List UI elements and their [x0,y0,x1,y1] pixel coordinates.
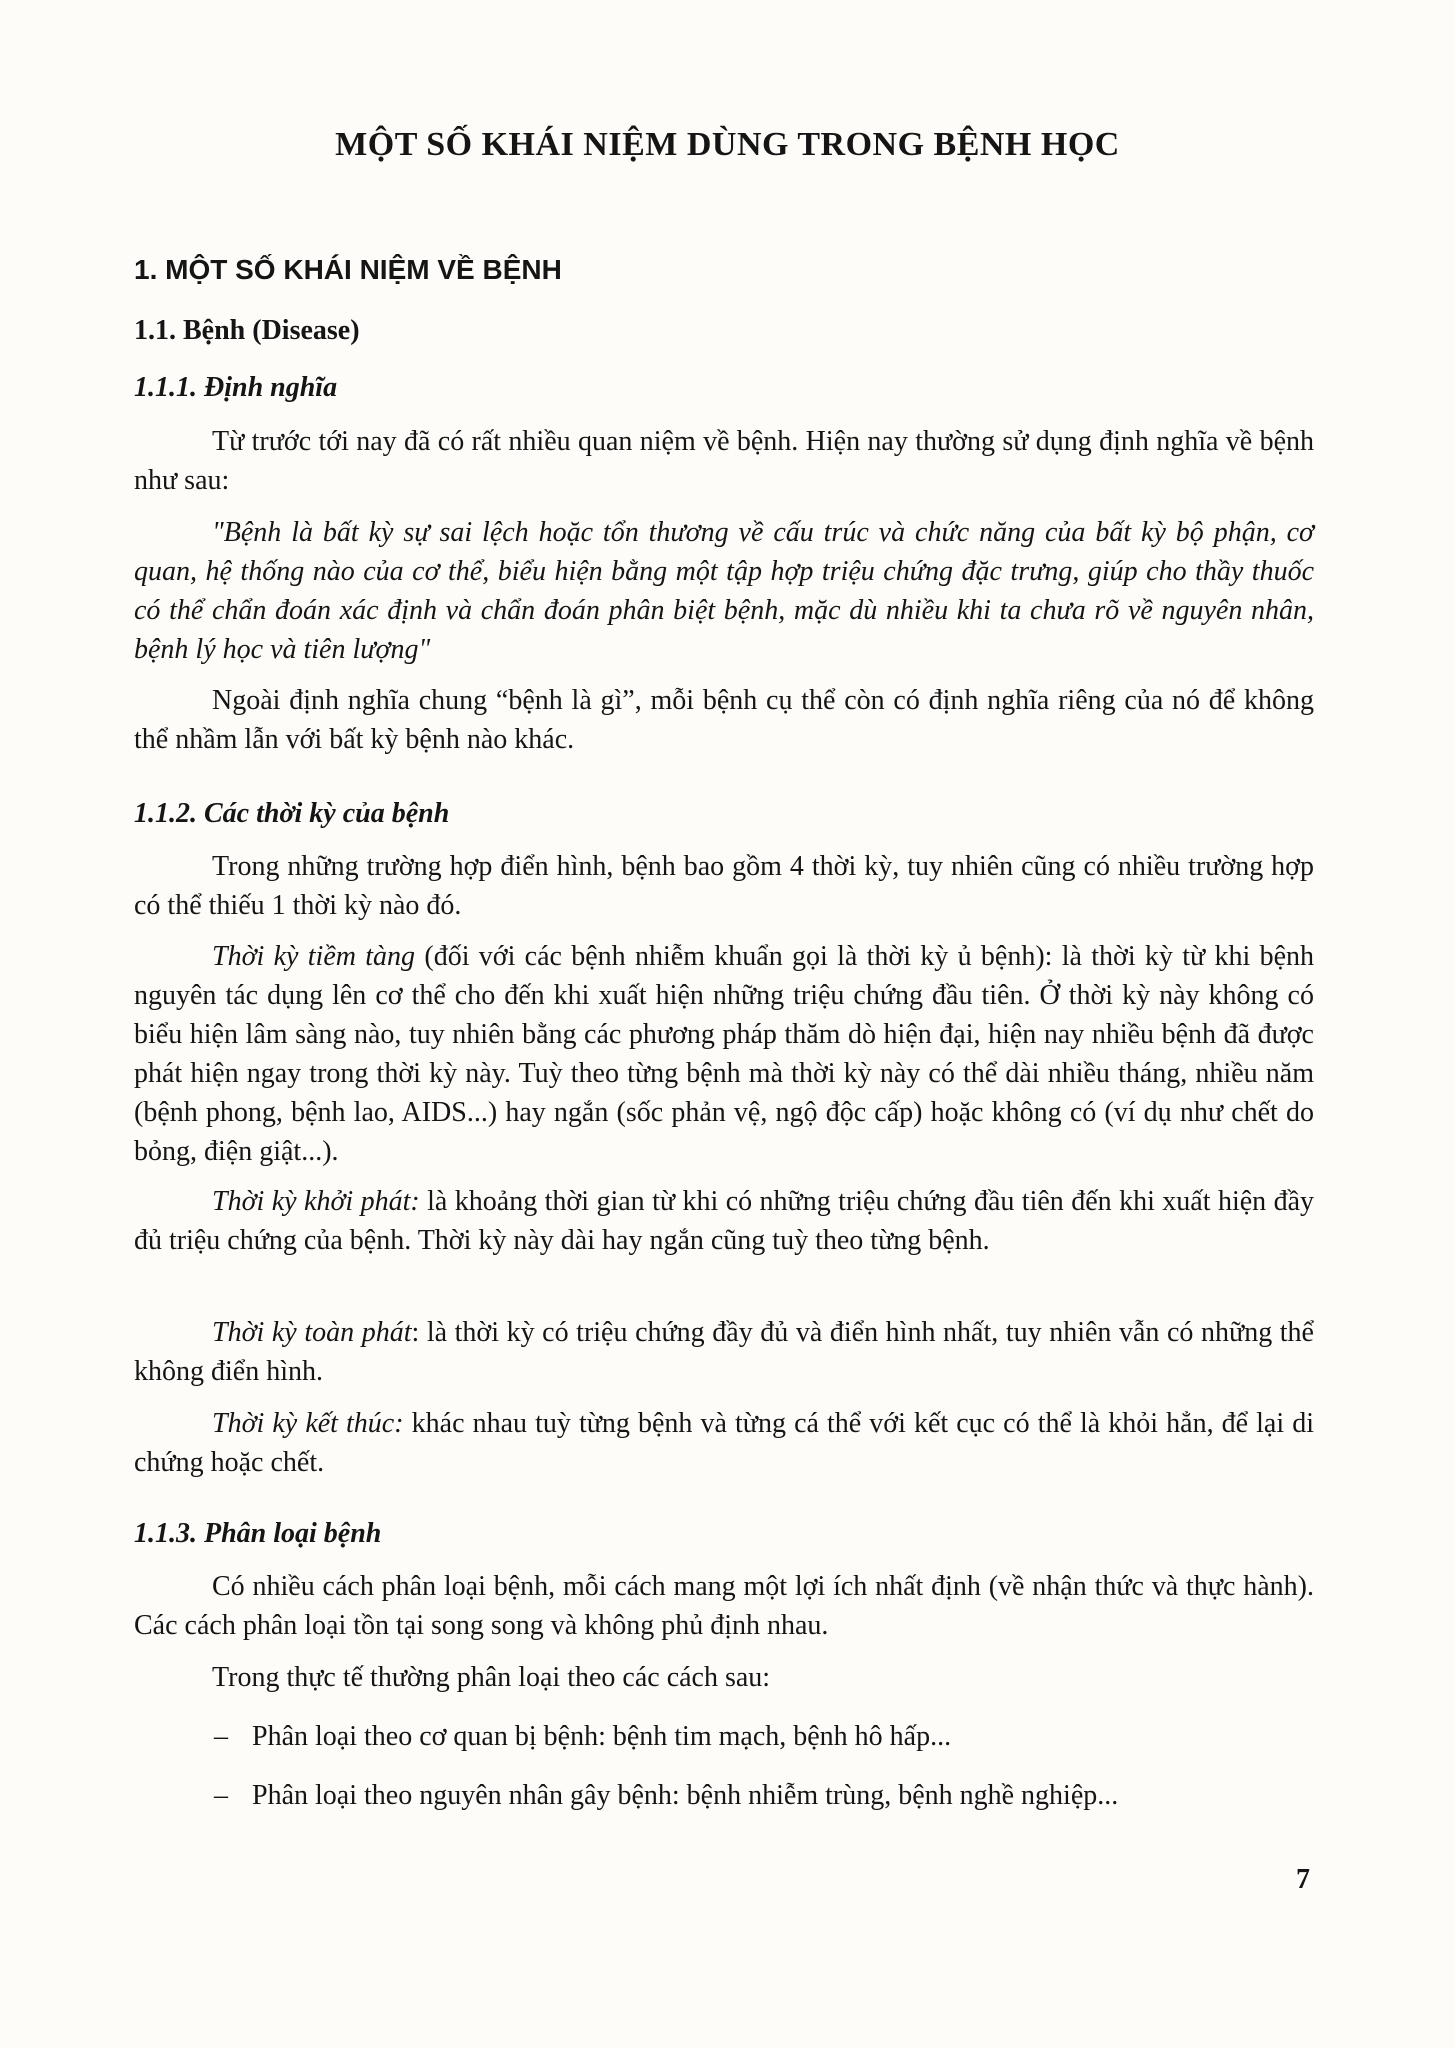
list-item: – Phân loại theo nguyên nhân gây bệnh: bệnh nhiễm trùng, bệnh nghề nghiệp... [214,1776,1118,1815]
paragraph: Ngoài định nghĩa chung “bệnh là gì”, mỗi bệnh cụ thể còn có định nghĩa riêng của nó để không thể nhầm lẫn với bất kỳ bệnh nào khác. [134,685,1314,755]
section-heading-1-1-1: 1.1.1. Định nghĩa [134,372,338,403]
term: Thời kỳ tiềm tàng [212,941,416,972]
dash-bullet: – [214,1721,228,1752]
term: Thời kỳ kết thúc: [212,1408,404,1439]
section-heading-1-1-3: 1.1.3. Phân loại bệnh [134,1518,382,1549]
dash-bullet: – [214,1780,228,1811]
paragraph: Có nhiều cách phân loại bệnh, mỗi cách mang một lợi ích nhất định (về nhận thức và thực hành). Các cách phân loại tồn tại song song và không phủ định nhau. [134,1571,1314,1641]
section-heading-1: 1. MỘT SỐ KHÁI NIỆM VỀ BỆNH [134,254,562,285]
paragraph: Thời kỳ tiềm tàng (đối với các bệnh nhiễm khuẩn gọi là thời kỳ ủ bệnh): là thời kỳ từ khi bệnh nguyên tác dụng lên cơ thể cho đến khi xuất hiện những triệu chứng đầu tiên. Ở thời kỳ này không có biểu hiện lâm sàng nào, tuy nhiên bằng các phương pháp thăm dò hiện đại, hiện nay nhiều bệnh đã được phát hiện ngay trong thời kỳ này. Tuỳ theo từng bệnh mà thời kỳ này có thể dài nhiều tháng, nhiều năm (bệnh phong, bệnh lao, AIDS...) hay ngắn (sốc phản vệ, ngộ độc cấp) hoặc không có (ví dụ như chết do bỏng, điện giật...). [134,941,1314,1167]
term: Thời kỳ toàn phát [212,1317,412,1348]
page-title: MỘT SỐ KHÁI NIỆM DÙNG TRONG BỆNH HỌC [335,126,1120,163]
paragraph: Trong thực tế thường phân loại theo các cách sau: [212,1662,771,1693]
page-number: 7 [1296,1864,1310,1895]
paragraph: Từ trước tới nay đã có rất nhiều quan niệm về bệnh. Hiện nay thường sử dụng định nghĩa về bệnh như sau: [134,426,1314,496]
section-heading-1-1: 1.1. Bệnh (Disease) [134,315,360,346]
paragraph: Thời kỳ toàn phát: là thời kỳ có triệu chứng đầy đủ và điển hình nhất, tuy nhiên vẫn có những thể không điển hình. [134,1317,1314,1387]
paragraph: Thời kỳ khởi phát: là khoảng thời gian từ khi có những triệu chứng đầu tiên đến khi xuất hiện đầy đủ triệu chứng của bệnh. Thời kỳ này dài hay ngắn cũng tuỳ theo từng bệnh. [134,1186,1315,1256]
definition-quote: "Bệnh là bất kỳ sự sai lệch hoặc tổn thương về cấu trúc và chức năng của bất kỳ bộ phận, cơ quan, hệ thống nào của cơ thể, biểu hiện bằng một tập hợp triệu chứng đặc trưng, giúp cho thầy thuốc có thể chẩn đoán xác định và chẩn đoán phân biệt bệnh, mặc dù nhiều khi ta chưa rõ về nguyên nhân, bệnh lý học và tiên lượng" [134,517,1314,665]
paragraph: Thời kỳ kết thúc: khác nhau tuỳ từng bệnh và từng cá thể với kết cục có thể là khỏi hẳn, để lại di chứng hoặc chết. [134,1408,1315,1478]
term: Thời kỳ khởi phát: [212,1186,420,1217]
paragraph: Trong những trường hợp điển hình, bệnh bao gồm 4 thời kỳ, tuy nhiên cũng có nhiều trường hợp có thể thiếu 1 thời kỳ nào đó. [134,851,1314,921]
list-item: – Phân loại theo cơ quan bị bệnh: bệnh tim mạch, bệnh hô hấp... [214,1717,951,1756]
section-heading-1-1-2: 1.1.2. Các thời kỳ của bệnh [134,798,450,829]
